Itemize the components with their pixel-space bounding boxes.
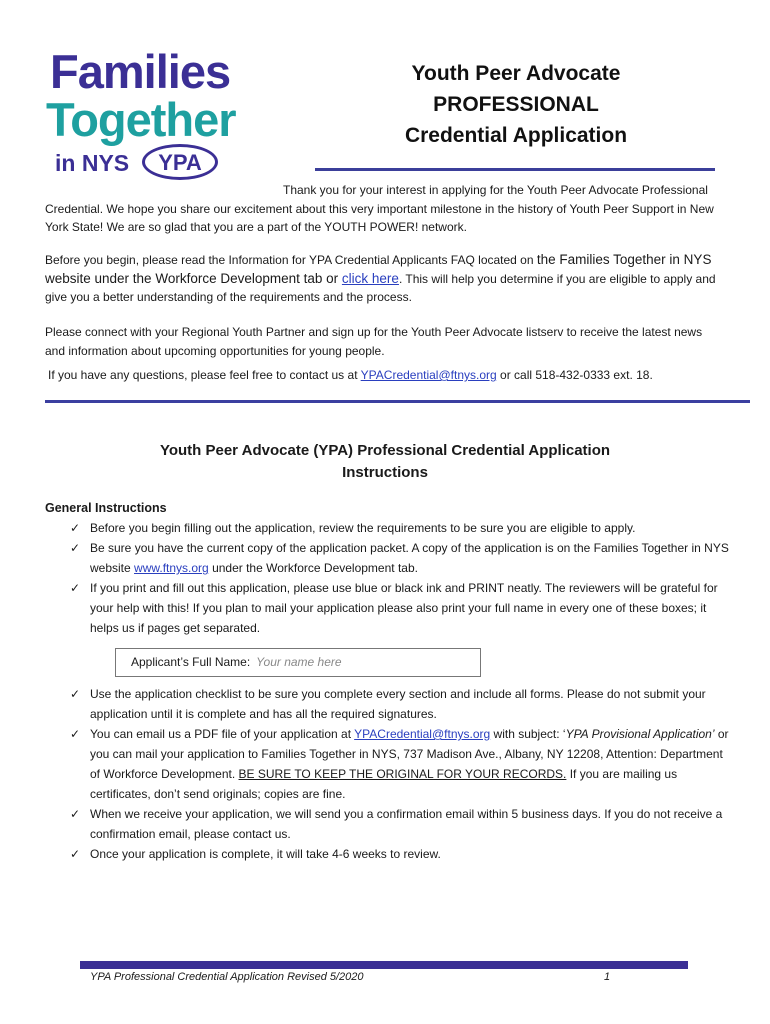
email-link[interactable]: YPACredential@ftnys.org xyxy=(360,368,497,382)
website-link[interactable]: www.ftnys.org xyxy=(134,561,209,575)
list-item xyxy=(70,578,730,638)
applicant-name-label: Applicant’s Full Name: xyxy=(131,655,251,669)
check-icon: ✓ xyxy=(70,727,81,741)
footer-text: YPA Professional Credential Application Revised 5/2020 xyxy=(90,971,364,983)
intro-paragraph-4 xyxy=(48,366,728,385)
section-divider xyxy=(45,400,750,403)
check-icon: ✓ xyxy=(70,847,81,861)
instruction-list-2 xyxy=(70,684,730,864)
logo-families: Families xyxy=(50,45,231,98)
instruction-text: Once your application is complete, it will take 4-6 weeks to review. xyxy=(90,847,441,861)
instruction-text: When we receive your application, we will send you a confirmation email within 5 business days. If you do not receive a confirmation email, please contact us. xyxy=(90,807,723,841)
instruction-text: Before you begin filling out the application, review the requirements to be sure you are eligible to apply. xyxy=(90,521,636,535)
logo-ypa-badge: YPA xyxy=(142,144,218,180)
instruction-text: under the Workforce Development tab. xyxy=(208,561,418,575)
contact-text-a: If you have any questions, please feel free to contact us at xyxy=(48,368,361,382)
instructions-heading xyxy=(45,440,725,484)
check-icon: ✓ xyxy=(70,807,81,821)
logo-together: Together xyxy=(46,93,236,146)
applicant-name-field[interactable] xyxy=(115,648,481,677)
instructions-heading-line-2: Instructions xyxy=(342,464,428,481)
intro-p2-text-c: . This will help you determine if you are eligible to apply and give you a better understanding of the requirements and the process. xyxy=(45,271,716,304)
logo-in-nys: in NYS xyxy=(55,150,130,176)
instruction-text: You can email us a PDF file of your application at xyxy=(90,727,355,741)
email-subject: YPA Provisional Application’ xyxy=(565,727,715,741)
list-item xyxy=(70,804,730,844)
page-title xyxy=(380,58,652,151)
instruction-text: Use the application checklist to be sure you complete every section and include all forms. Please do not submit your application until it is complete and has all the required signatures. xyxy=(90,687,706,721)
instructions-heading-line-1: Youth Peer Advocate (YPA) Professional Credential Application xyxy=(159,442,611,459)
instruction-text: with subject: ‘ xyxy=(490,727,566,741)
instruction-text: If you print and fill out this application, please use blue or black ink and PRINT neatly. The reviewers will be grateful for your help with this! If you plan to mail your application please also print your full name in every one of these boxes; it helps us if pages get separated. xyxy=(90,581,718,635)
list-item xyxy=(70,518,730,538)
check-icon: ✓ xyxy=(70,541,81,555)
intro-paragraph-1: Thank you for your interest in applying for the Youth Peer Advocate Professional Credential. We hope you share our excitement about this very important milestone in the history of Youth Peer Support in New York State! We are so glad that you are a part of the YOUTH POWER! network. xyxy=(45,183,714,234)
list-item xyxy=(70,724,730,804)
instruction-text: or you can mail your application to Families Together in NYS, 737 Madison Ave., Albany, NY 12208, Attention: Department of Workforce Development. xyxy=(90,727,729,781)
applicant-name-placeholder[interactable]: Your name here xyxy=(256,655,342,669)
submission-email-link[interactable]: YPACredential@ftnys.org xyxy=(354,727,491,741)
instruction-text: Be sure you have the current copy of the application packet. A copy of the application is on the Families Together in NYS website xyxy=(90,541,729,575)
intro-paragraph-3: Please connect with your Regional Youth Partner and sign up for the Youth Peer Advocate listserv to receive the latest news and information about upcoming opportunities for young people. xyxy=(45,325,703,358)
instruction-list-1 xyxy=(70,518,730,638)
instruction-text: If you are mailing us certificates, don’t send originals; copies are fine. xyxy=(90,767,678,801)
check-icon: ✓ xyxy=(70,521,81,535)
title-line-2: PROFESSIONAL xyxy=(433,93,599,116)
footer-bar xyxy=(80,961,688,969)
keep-original-notice: BE SURE TO KEEP THE ORIGINAL FOR YOUR RECORDS. xyxy=(238,767,567,781)
intro-p2-text-b: the Families Together in NYS website under the Workforce Development tab or xyxy=(45,252,712,286)
contact-text-b: or call 518-432-0333 ext. 18. xyxy=(496,368,653,382)
intro-paragraph-2 xyxy=(45,251,725,307)
list-item xyxy=(70,844,730,864)
title-line-3: Credential Application xyxy=(404,124,628,147)
intro-p2-text-a: Before you begin, please read the Information for YPA Credential Applicants FAQ located on xyxy=(45,253,537,267)
title-line-1: Youth Peer Advocate xyxy=(411,62,621,85)
list-item xyxy=(70,538,730,578)
check-icon: ✓ xyxy=(70,687,81,701)
general-instructions-heading: General Instructions xyxy=(45,501,167,515)
list-item xyxy=(70,684,730,724)
click-here-link[interactable]: click here xyxy=(341,270,399,286)
page-number: 1 xyxy=(604,971,611,983)
check-icon: ✓ xyxy=(70,581,81,595)
title-divider xyxy=(315,168,715,171)
